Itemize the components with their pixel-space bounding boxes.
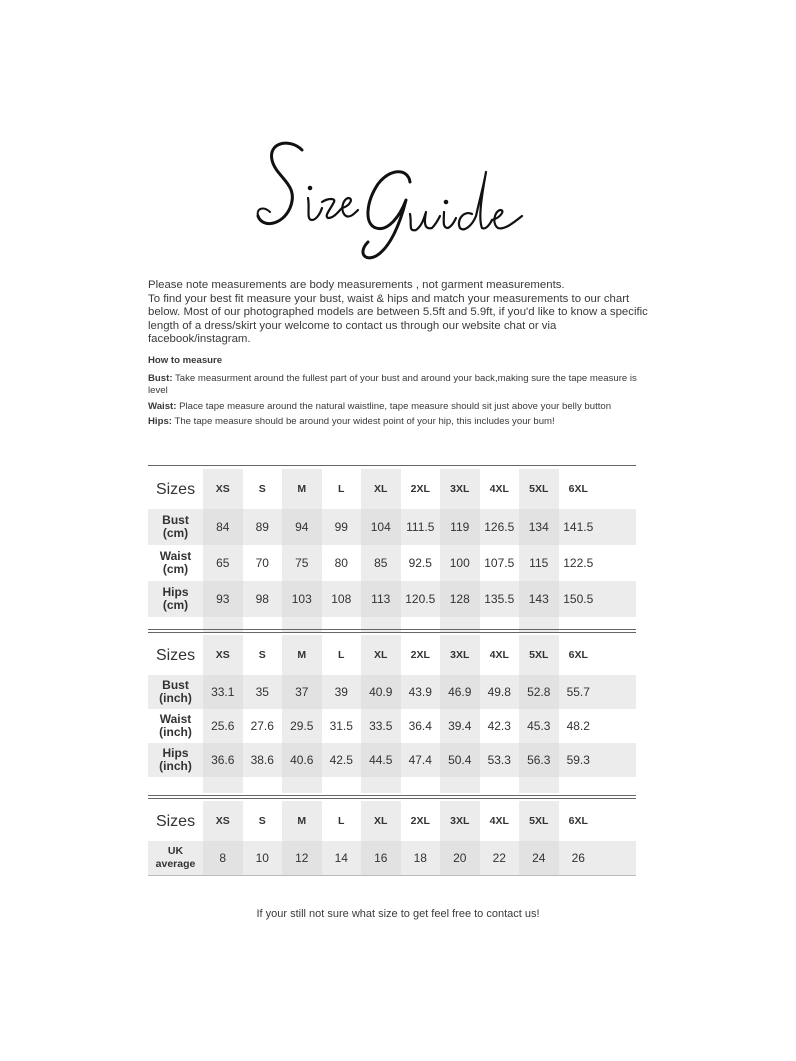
header-sizes-label: Sizes [155, 812, 196, 830]
row-label [148, 581, 203, 617]
strip-cell [282, 777, 322, 793]
row-value: 40.9 [361, 675, 401, 709]
row-value: 12 [282, 841, 322, 875]
table-top-border [148, 795, 636, 799]
header-size-2xl: 2XL [410, 483, 430, 495]
row-value: 55.7 [566, 685, 590, 699]
table-bottom-border [148, 875, 636, 876]
row-label-part: Waist [159, 712, 192, 726]
how-waist [148, 401, 648, 414]
how-hips-label: Hips: [148, 416, 172, 427]
table-row [148, 709, 636, 743]
header-size-2xl: 2XL [410, 815, 430, 827]
intro-text [148, 279, 648, 347]
table-grid [148, 469, 636, 633]
row-value: 36.6 [203, 743, 243, 777]
row-value: 46.9 [440, 675, 480, 709]
row-label-part: Hips [162, 585, 189, 599]
row-value: 37 [282, 675, 322, 709]
row-value: 107.5 [484, 556, 515, 570]
row-value: 80 [334, 556, 348, 570]
row-label [148, 743, 203, 777]
row-value: 22 [492, 851, 506, 865]
table-top-border [148, 629, 636, 633]
row-label [148, 509, 203, 545]
row-label-part: (inch) [159, 759, 192, 773]
row-value: 10 [255, 851, 269, 865]
table-header-row [148, 469, 636, 509]
row-value: 8 [203, 841, 243, 875]
row-value: 45.3 [519, 709, 559, 743]
strip-cell [440, 777, 480, 793]
header-size-s: S [258, 815, 266, 827]
row-value: 128 [440, 581, 480, 617]
strip-cell [243, 777, 283, 793]
row-value: 53.3 [487, 753, 511, 767]
how-bust-label: Bust: [148, 372, 173, 384]
table-row [148, 675, 636, 709]
row-label-part: Waist [159, 549, 192, 563]
intro-line-1: Please note measurements are body measurements , not garment measurements. [148, 279, 565, 291]
header-size-6xl: 6XL [568, 815, 588, 827]
border-line [148, 629, 636, 630]
row-label [148, 709, 203, 743]
row-value: 104 [361, 509, 401, 545]
row-value: 143 [519, 581, 559, 617]
strip-cell [519, 777, 559, 793]
header-size-5xl: 5XL [519, 469, 559, 509]
header-size-4xl: 4XL [489, 649, 509, 661]
logo-text [255, 128, 545, 268]
row-label-part: Hips [162, 746, 189, 760]
row-value: 27.6 [250, 719, 274, 733]
row-value: 99 [334, 520, 348, 534]
row-value: 35 [255, 685, 269, 699]
row-value: 141.5 [563, 520, 594, 534]
header-sizes-label: Sizes [155, 646, 196, 664]
strip-cell [203, 777, 243, 793]
row-value: 33.1 [203, 675, 243, 709]
header-size-xs: XS [203, 469, 243, 509]
header-size-xs: XS [203, 801, 243, 841]
header-size-6xl: 6XL [568, 483, 588, 495]
how-bust [148, 373, 648, 398]
table-header-row [148, 801, 636, 841]
row-value: 65 [203, 545, 243, 581]
row-value: 44.5 [361, 743, 401, 777]
row-value: 50.4 [440, 743, 480, 777]
row-value: 42.3 [487, 719, 511, 733]
row-value: 115 [519, 545, 559, 581]
table-top-border [148, 465, 636, 466]
strip-cell [361, 777, 401, 793]
how-hips [148, 416, 648, 429]
row-value: 89 [255, 520, 269, 534]
header-size-5xl: 5XL [519, 635, 559, 675]
row-value: 42.5 [329, 753, 353, 767]
row-value: 18 [413, 851, 427, 865]
row-value: 48.2 [566, 719, 590, 733]
header-sizes-label: Sizes [155, 480, 196, 498]
border-line [148, 632, 636, 633]
row-value: 84 [203, 509, 243, 545]
row-value: 39.4 [440, 709, 480, 743]
how-heading: How to measure [148, 355, 223, 366]
header-size-s: S [258, 649, 266, 661]
border-line [148, 795, 636, 796]
row-label [148, 675, 203, 709]
row-label [148, 545, 203, 581]
row-value: 113 [361, 581, 401, 617]
row-value: 85 [361, 545, 401, 581]
row-value: 122.5 [563, 556, 594, 570]
row-label-part: Bust [162, 678, 189, 692]
row-value: 38.6 [250, 753, 274, 767]
how-hips-text: The tape measure should be around your widest point of your hip, this includes your bum! [171, 416, 555, 427]
strip-cell [322, 777, 362, 793]
header-size-s: S [258, 483, 266, 495]
row-value: 49.8 [487, 685, 511, 699]
row-label-part: (cm) [162, 526, 189, 540]
row-value: 98 [255, 592, 269, 606]
header-size-xl: XL [361, 635, 401, 675]
header-size-3xl: 3XL [440, 635, 480, 675]
header-size-3xl: 3XL [440, 801, 480, 841]
header-size-m: M [282, 469, 322, 509]
strip-cell [480, 777, 520, 793]
row-value: 40.6 [282, 743, 322, 777]
row-value: 59.3 [566, 753, 590, 767]
border-line [148, 465, 636, 466]
row-value: 93 [203, 581, 243, 617]
row-value: 39 [334, 685, 348, 699]
border-line [148, 798, 636, 799]
row-value: 108 [331, 592, 352, 606]
row-label-part: average [155, 858, 196, 870]
row-value: 20 [440, 841, 480, 875]
row-value: 25.6 [203, 709, 243, 743]
header-size-xl: XL [361, 469, 401, 509]
table-row [148, 509, 636, 545]
row-value: 56.3 [519, 743, 559, 777]
row-label-part: (cm) [162, 598, 189, 612]
header-size-l: L [338, 483, 345, 495]
how-waist-text: Place tape measure around the natural waistline, tape measure should sit just above your belly button [176, 400, 612, 412]
table-grid [148, 635, 636, 793]
header-size-6xl: 6XL [568, 649, 588, 661]
row-value: 33.5 [361, 709, 401, 743]
how-bust-text: Take measurment around the fullest part of your bust and around your back,making sure the tape measure is level [148, 372, 637, 396]
table-row [148, 545, 636, 581]
table-row [148, 743, 636, 777]
row-value: 14 [334, 851, 348, 865]
strip-label [148, 777, 203, 793]
how-to-measure [148, 355, 648, 432]
header-size-m: M [282, 635, 322, 675]
row-value: 150.5 [563, 592, 594, 606]
row-value: 47.4 [408, 753, 432, 767]
header-size-xs: XS [203, 635, 243, 675]
header-size-m: M [282, 801, 322, 841]
row-value: 111.5 [406, 520, 435, 534]
table-header-row [148, 635, 636, 675]
row-value: 126.5 [484, 520, 515, 534]
row-value: 75 [282, 545, 322, 581]
row-label-part: Bust [162, 513, 189, 527]
row-label-part: (inch) [159, 691, 192, 705]
table-row [148, 841, 636, 875]
header-size-4xl: 4XL [489, 483, 509, 495]
header-size-4xl: 4XL [489, 815, 509, 827]
header-size-5xl: 5XL [519, 801, 559, 841]
row-value: 31.5 [329, 719, 353, 733]
row-value: 43.9 [408, 685, 432, 699]
row-label [148, 841, 203, 875]
row-value: 26 [571, 851, 585, 865]
how-waist-label: Waist: [148, 400, 177, 412]
header-size-2xl: 2XL [410, 649, 430, 661]
table-grid [148, 801, 636, 875]
header-size-3xl: 3XL [440, 469, 480, 509]
row-value: 119 [440, 509, 480, 545]
row-value: 16 [361, 841, 401, 875]
row-label-part: UK [167, 845, 184, 857]
footer-text: If your still not sure what size to get feel free to contact us! [256, 908, 540, 920]
row-label-part: (cm) [162, 562, 189, 576]
strip-cell [401, 777, 441, 793]
row-value: 94 [282, 509, 322, 545]
row-value: 36.4 [408, 719, 432, 733]
table-bottom-strip [148, 777, 636, 793]
row-value: 52.8 [519, 675, 559, 709]
table-row [148, 581, 636, 617]
header-size-xl: XL [361, 801, 401, 841]
header-size-l: L [338, 815, 345, 827]
row-value: 134 [519, 509, 559, 545]
strip-cell [559, 777, 599, 793]
row-value: 103 [282, 581, 322, 617]
intro-line-2: To find your best fit measure your bust, waist & hips and match your measurements to our chart below. Most of our photographed models are between 5.5ft and 5.9ft, if you'd like to know a specific length of a dress/skirt your welcome to contact us through our website chat or via facebook/instagram. [148, 292, 648, 346]
row-value: 100 [440, 545, 480, 581]
row-value: 135.5 [484, 592, 515, 606]
row-value: 70 [255, 556, 269, 570]
row-value: 24 [519, 841, 559, 875]
row-value: 29.5 [282, 709, 322, 743]
header-size-l: L [338, 649, 345, 661]
row-value: 120.5 [405, 592, 436, 606]
row-value: 92.5 [408, 556, 432, 570]
row-label-part: (inch) [159, 725, 192, 739]
